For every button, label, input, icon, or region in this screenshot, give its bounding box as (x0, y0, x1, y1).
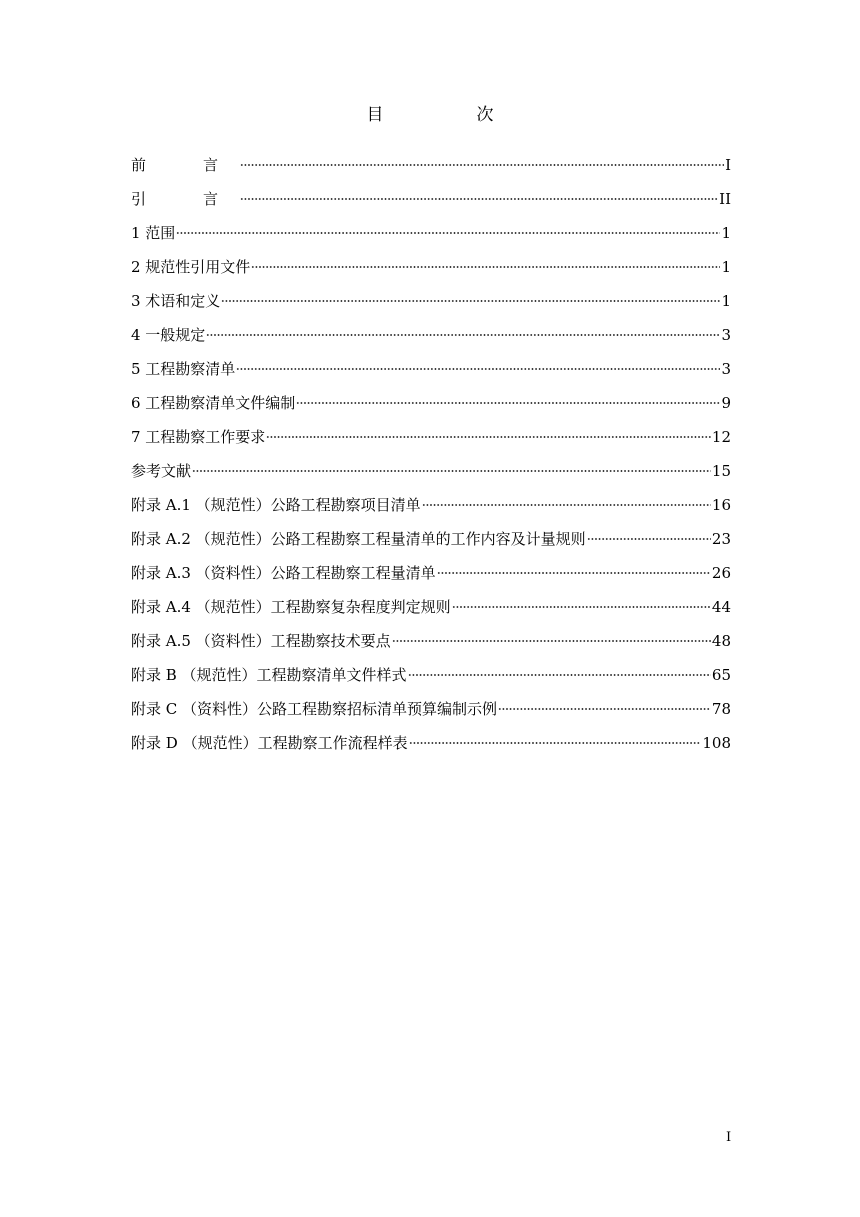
toc-entry-page-number: 108 (702, 734, 731, 752)
toc-dot-leader (251, 262, 720, 268)
toc-entry-label: 参考文献 (131, 462, 192, 480)
toc-dot-leader (236, 364, 720, 370)
toc-dot-leader (240, 194, 718, 200)
toc-entry-page-number: 78 (711, 700, 731, 718)
toc-dot-leader (221, 296, 720, 302)
toc-entry-label: 附录 A.3 （资料性）公路工程勘察工程量清单 (131, 564, 436, 582)
toc-entry[interactable] (131, 596, 731, 630)
toc-dot-leader (422, 500, 711, 506)
toc-entry-page-number: 1 (721, 258, 731, 276)
toc-entry[interactable] (131, 392, 731, 426)
toc-dot-leader (408, 670, 711, 676)
toc-entry[interactable] (131, 494, 731, 528)
toc-dot-leader (266, 432, 711, 438)
toc-entry-page-number: 26 (711, 564, 731, 582)
toc-entry-page-number: 16 (711, 496, 731, 514)
toc-entry[interactable] (131, 358, 731, 392)
toc-entry[interactable] (131, 222, 731, 256)
toc-entry-label: 附录 A.4 （规范性）工程勘察复杂程度判定规则 (131, 598, 451, 616)
toc-entry-page-number: 48 (711, 632, 731, 650)
toc-dot-leader (206, 330, 720, 336)
toc-dot-leader (452, 602, 711, 608)
toc-entry-page-number: 23 (711, 530, 731, 548)
toc-entry-label: 附录 C （资料性）公路工程勘察招标清单预算编制示例 (131, 700, 498, 718)
toc-entry-page-number: I (725, 156, 731, 174)
toc-entry[interactable] (131, 188, 731, 222)
toc-entry-label: 5 工程勘察清单 (131, 360, 236, 378)
toc-entry-label: 附录 A.2 （规范性）公路工程勘察工程量清单的工作内容及计量规则 (131, 530, 586, 548)
toc-entry-label: 2 规范性引用文件 (131, 258, 251, 276)
toc-dot-leader (192, 466, 711, 472)
toc-entry-page-number: 15 (711, 462, 731, 480)
toc-entry[interactable] (131, 256, 731, 290)
toc-entry[interactable] (131, 732, 731, 766)
toc-entry-label: 附录 A.1 （规范性）公路工程勘察项目清单 (131, 496, 421, 514)
toc-entry-label: 附录 A.5 （资料性）工程勘察技术要点 (131, 632, 391, 650)
toc-dot-leader (392, 636, 711, 642)
toc-entry-label: 引 言 (131, 190, 240, 208)
toc-entry[interactable] (131, 630, 731, 664)
toc-entry-label: 4 一般规定 (131, 326, 206, 344)
toc-entry-page-number: 3 (721, 326, 731, 344)
toc-entry[interactable] (131, 528, 731, 562)
toc-entry-label: 6 工程勘察清单文件编制 (131, 394, 296, 412)
toc-dot-leader (409, 738, 702, 744)
toc-entry-label: 前 言 (131, 156, 240, 174)
toc-entry[interactable] (131, 324, 731, 358)
toc-entry-page-number: 1 (721, 224, 731, 242)
toc-entry-label: 7 工程勘察工作要求 (131, 428, 266, 446)
toc-entry-label: 1 范围 (131, 224, 176, 242)
toc-entry-page-number: 44 (711, 598, 731, 616)
toc-dot-leader (296, 398, 720, 404)
toc-entry[interactable] (131, 562, 731, 596)
toc-dot-leader (240, 160, 724, 166)
toc-dot-leader (176, 228, 720, 234)
toc-entry[interactable] (131, 664, 731, 698)
toc-entry[interactable] (131, 426, 731, 460)
table-of-contents (131, 154, 731, 766)
toc-entry-page-number: 3 (721, 360, 731, 378)
toc-dot-leader (437, 568, 711, 574)
toc-entry-page-number: 65 (711, 666, 731, 684)
toc-entry[interactable] (131, 154, 731, 188)
toc-entry-page-number: 12 (711, 428, 731, 446)
toc-entry-page-number: II (719, 190, 731, 208)
page-number: I (726, 1130, 732, 1145)
toc-entry-label: 附录 D （规范性）工程勘察工作流程样表 (131, 734, 408, 752)
toc-entry[interactable] (131, 460, 731, 494)
toc-entry[interactable] (131, 698, 731, 732)
toc-entry-page-number: 1 (721, 292, 731, 310)
page-title: 目 次 (366, 105, 532, 125)
toc-entry-page-number: 9 (721, 394, 731, 412)
toc-dot-leader (498, 704, 711, 710)
toc-entry-label: 3 术语和定义 (131, 292, 221, 310)
toc-entry[interactable] (131, 290, 731, 324)
toc-dot-leader (587, 534, 711, 540)
toc-entry-label: 附录 B （规范性）工程勘察清单文件样式 (131, 666, 407, 684)
